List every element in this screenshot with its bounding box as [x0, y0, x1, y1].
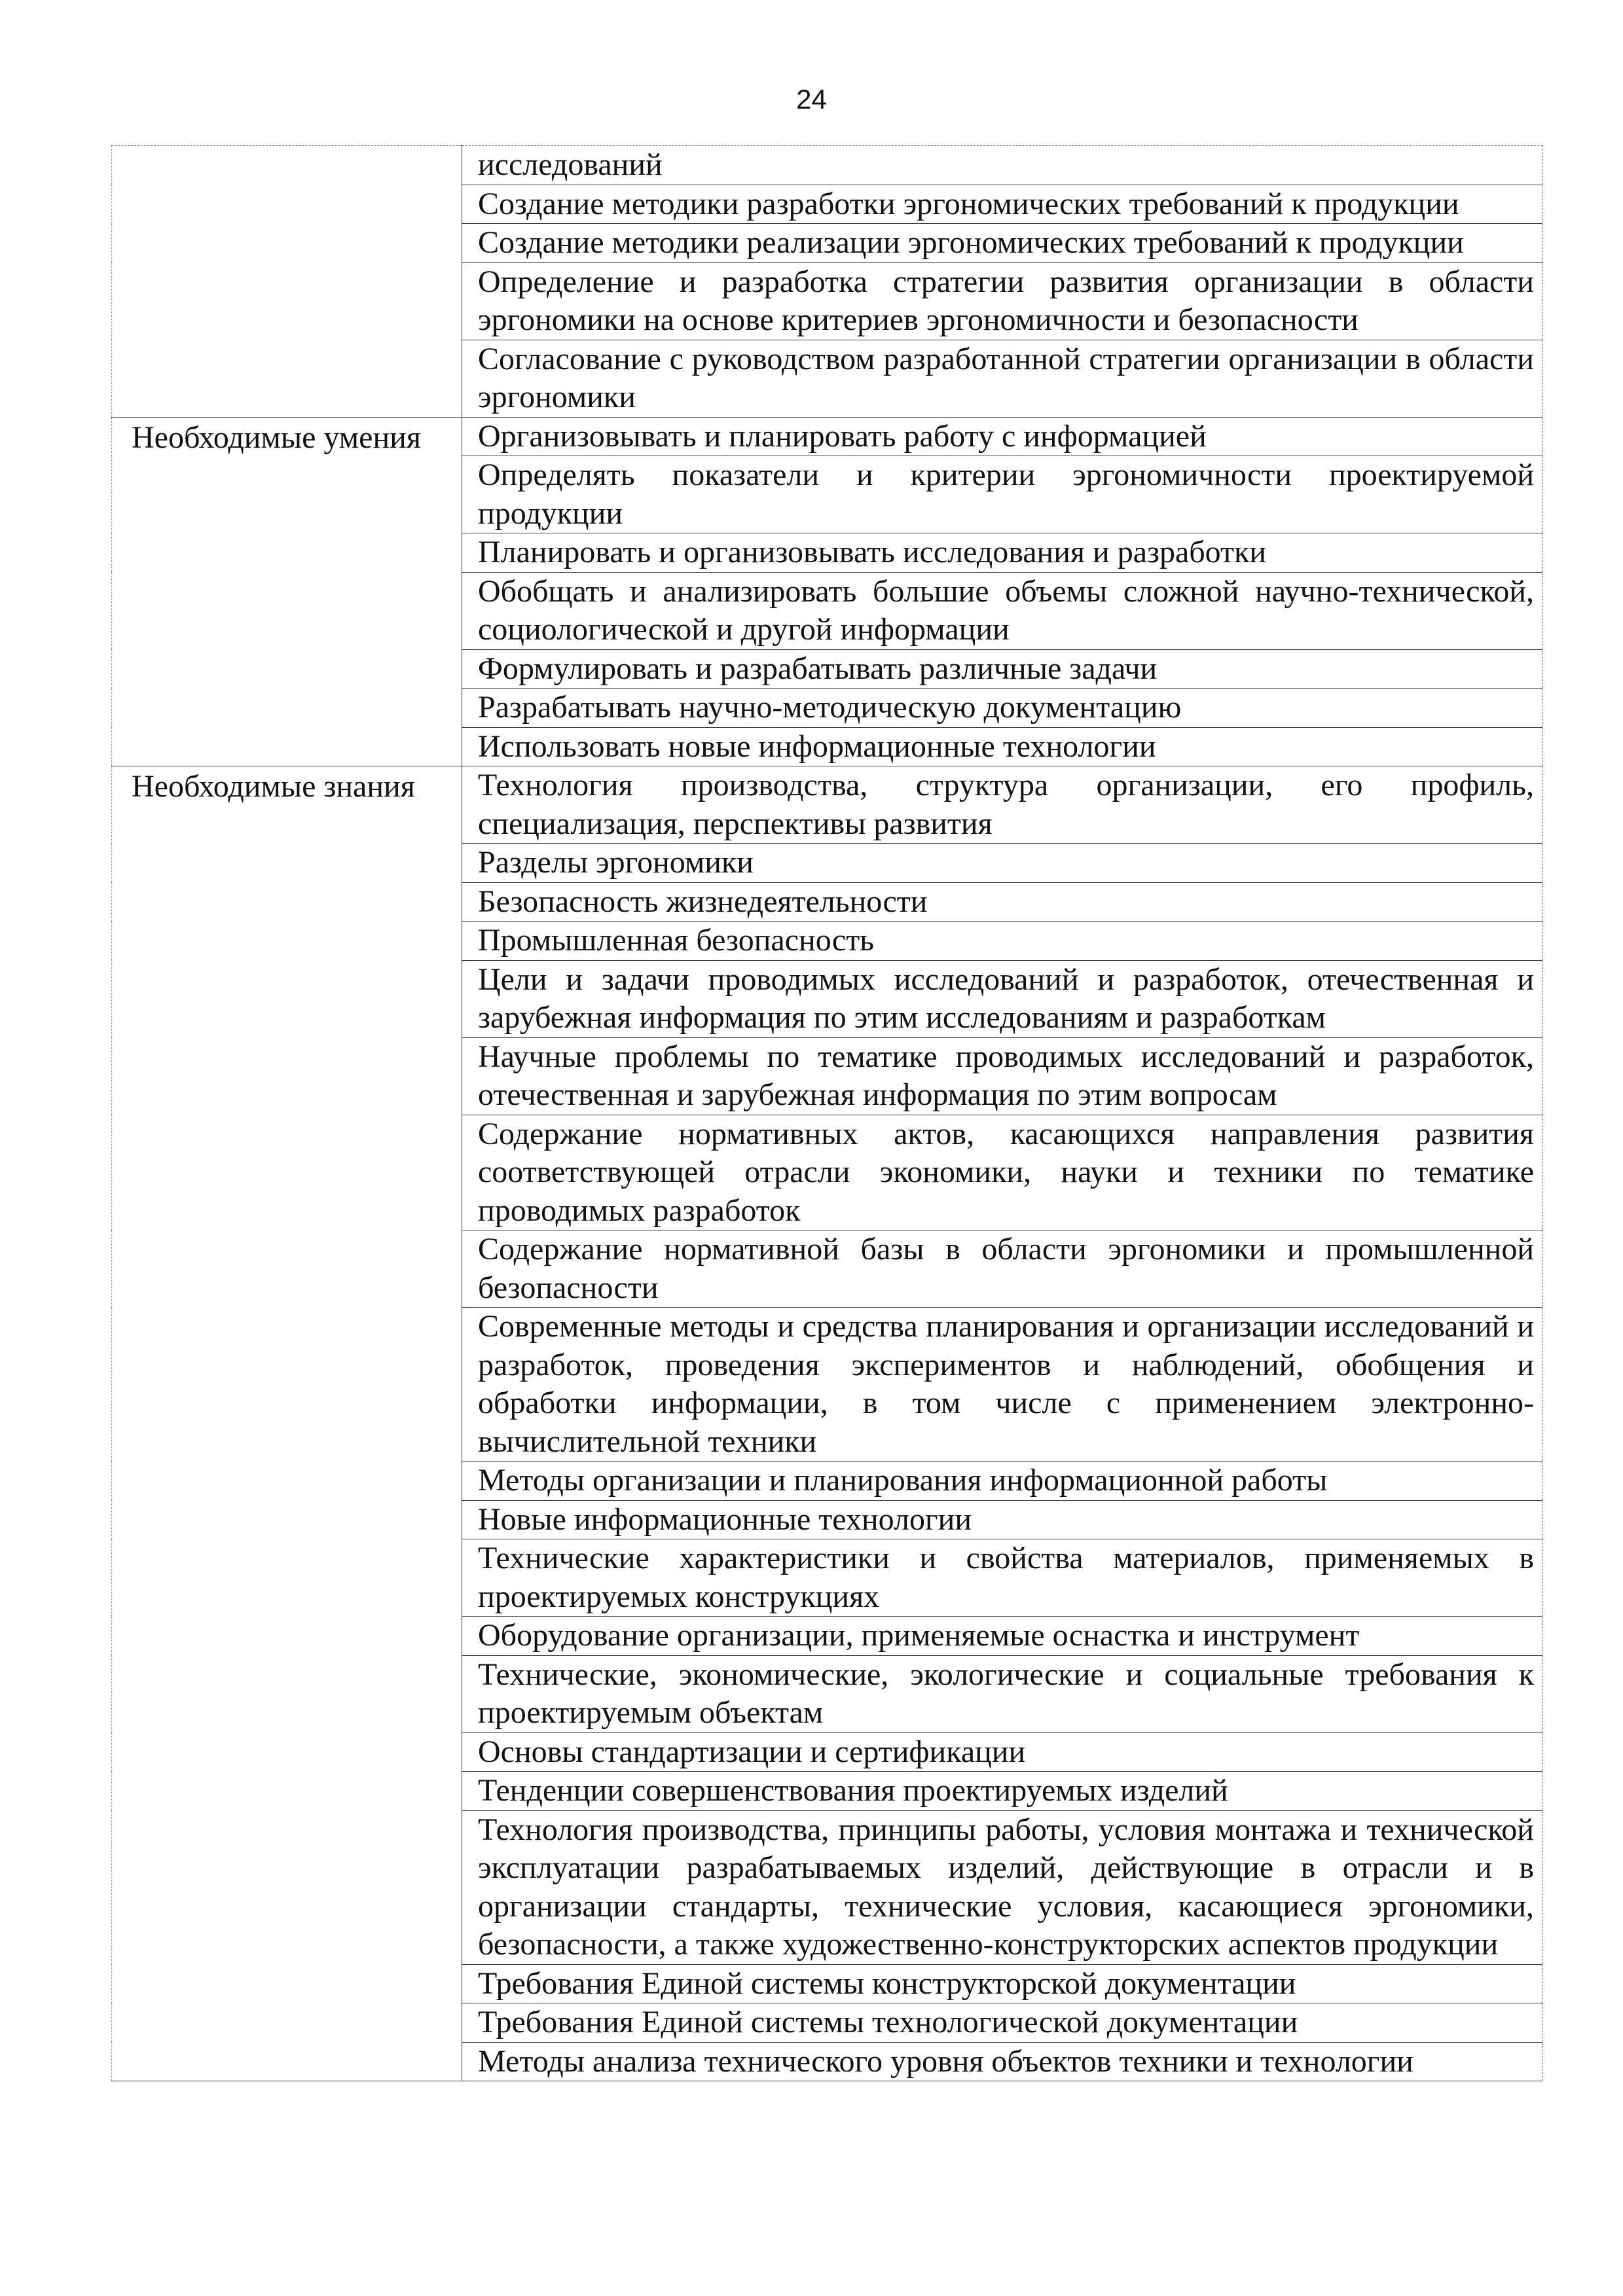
section-item: Содержание нормативной базы в области эргономики и промышленной безопасности — [462, 1230, 1542, 1308]
section-item: Разрабатывать научно-методическую документацию — [462, 689, 1542, 728]
section-item: Формулировать и разрабатывать различные задачи — [462, 649, 1542, 689]
competency-table — [111, 145, 1542, 2081]
section-item: Обобщать и анализировать большие объемы сложной научно-технической, социологической и другой информации — [462, 572, 1542, 649]
section-item: Научные проблемы по тематике проводимых исследований и разработок, отечественная и зарубежная информация по этим вопросам — [462, 1037, 1542, 1115]
section-item: Тенденции совершенствования проектируемых изделий — [462, 1772, 1542, 1811]
section-item: Планировать и организовывать исследования и разработки — [462, 533, 1542, 573]
section-item: Технология производства, принципы работы, условия монтажа и технической эксплуатации разрабатываемых изделий, действующие в отрасли и в организации стандарты, технические условия, касающиеся эргономики, безопасности, а также художественно-конструкторских аспектов продукции — [462, 1810, 1542, 1964]
section-item: Современные методы и средства планирования и организации исследований и разработок, проведения экспериментов и наблюдений, обобщения и обработки информации, в том числе с применением электронно-вычислительной техники — [462, 1308, 1542, 1462]
section-item: Технология производства, структура организации, его профиль, специализация, перспективы развития — [462, 766, 1542, 844]
section-item: Оборудование организации, применяемые оснастка и инструмент — [462, 1617, 1542, 1656]
section-item: Методы анализа технического уровня объектов техники и технологии — [462, 2042, 1542, 2081]
section-item: Определение и разработка стратегии развития организации в области эргономики на основе критериев эргономичности и безопасности — [462, 262, 1542, 340]
page-number: 24 — [796, 84, 827, 115]
section-item: Технические характеристики и свойства материалов, применяемых в проектируемых конструкциях — [462, 1539, 1542, 1617]
section-item: Определять показатели и критерии эргономичности проектируемой продукции — [462, 456, 1542, 533]
section-item: исследований — [462, 146, 1542, 185]
section-label: Необходимые умения — [112, 417, 462, 766]
section-item: Содержание нормативных актов, касающихся направления развития соответствующей отрасли экономики, науки и техники по тематике проводимых разработок — [462, 1115, 1542, 1230]
section-item: Создание методики реализации эргономических требований к продукции — [462, 224, 1542, 263]
table-row — [112, 146, 1542, 185]
table-row — [112, 766, 1542, 844]
competency-table-body — [112, 146, 1542, 2081]
section-item: Создание методики разработки эргономических требований к продукции — [462, 185, 1542, 224]
section-item: Согласование с руководством разработанной стратегии организации в области эргономики — [462, 340, 1542, 417]
section-item: Цели и задачи проводимых исследований и разработок, отечественная и зарубежная информация по этим исследованиям и разработкам — [462, 960, 1542, 1037]
section-item: Технические, экономические, экологические и социальные требования к проектируемым объектам — [462, 1655, 1542, 1732]
section-item: Требования Единой системы технологической документации — [462, 2003, 1542, 2043]
section-item: Промышленная безопасность — [462, 922, 1542, 961]
section-item: Безопасность жизнедеятельности — [462, 882, 1542, 922]
section-label — [112, 146, 462, 418]
section-item: Основы стандартизации и сертификации — [462, 1732, 1542, 1772]
section-item: Новые информационные технологии — [462, 1500, 1542, 1539]
section-item: Использовать новые информационные технологии — [462, 727, 1542, 766]
section-item: Разделы эргономики — [462, 844, 1542, 883]
section-label: Необходимые знания — [112, 766, 462, 2081]
section-item: Методы организации и планирования информационной работы — [462, 1462, 1542, 1501]
table-row — [112, 417, 1542, 456]
section-item: Организовывать и планировать работу с информацией — [462, 417, 1542, 456]
section-item: Требования Единой системы конструкторской документации — [462, 1964, 1542, 2003]
